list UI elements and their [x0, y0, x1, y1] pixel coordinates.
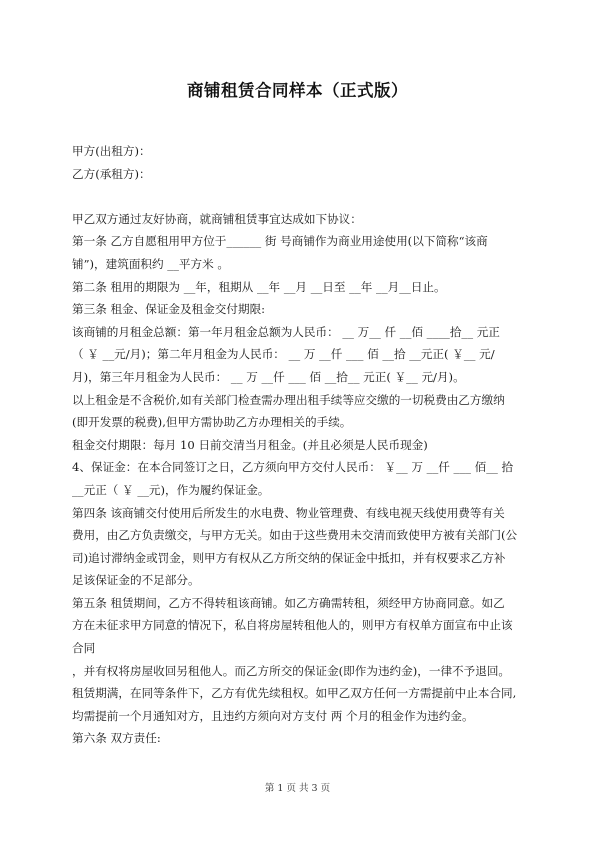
paragraph-line: 司)追讨滞纳金或罚金，则甲方有权从乙方所交纳的保证金中抵扣，并有权要求乙方补: [72, 550, 506, 565]
paragraph-line: 该商铺的月租金总额：第一年月租金总额为人民币： __ 万__ 仟 __佰 ____拾__ 元正: [72, 324, 500, 339]
paragraph-line: 第一条 乙方自愿租用甲方位于______ 街 号商铺作为商业用途使用(以下简称“该商: [72, 234, 488, 249]
paragraph-line: (即开发票的税费),但甲方需协助乙方办理相关的手续。: [72, 415, 352, 430]
document-body: [72, 140, 524, 750]
paragraph-line: 4、保证金：在本合同签订之日，乙方须向甲方交付人民币： ￥__ 万 __仟 ___ 佰__ 拾: [72, 460, 514, 475]
paragraph-line: __元正（ ￥ __元)，作为履约保证金。: [72, 482, 270, 497]
paragraph-line: 第三条 租金、保证金及租金交付期限:: [72, 302, 266, 317]
blank-spacer: [72, 185, 524, 208]
paragraph-line: 均需提前一个月通知对方，且违约方须向对方支付 两 个月的租金作为违约金。: [72, 708, 474, 723]
paragraph-line: 足该保证金的不足部分。: [72, 573, 200, 588]
paragraph-line: 第四条 该商铺交付使用后所发生的水电费、物业管理费、有线电视天线使用费等有关: [72, 505, 505, 520]
paragraph-line: 月)，第三年月租金为人民币： __ 万 __仟 ___ 佰 __拾__ 元正( ￥__ 元/月)。: [72, 369, 465, 384]
party-a-line: 甲方(出租方)：: [72, 144, 151, 158]
paragraph-line: 租赁期满，在同等条件下，乙方有优先续租权。如甲乙双方任何一方需提前中止本合同,: [72, 686, 517, 701]
paragraph-line: 甲乙双方通过友好协商，就商铺租赁事宜达成如下协议：: [72, 211, 362, 226]
paragraph-line: ，并有权将房屋收回另租他人。而乙方所交的保证金(即作为违约金)，一律不予退回。: [72, 663, 511, 678]
paragraph-line: 费用，由乙方负责缴交，与甲方无关。如由于这些费用未交清而致使甲方被有关部门(公: [72, 528, 518, 543]
party-b-line: 乙方(承租方)：: [72, 166, 151, 181]
paragraph-line: 以上租金是不含税价,如有关部门检查需办理出租手续等应交缴的一切税费由乙方缴纳: [72, 392, 505, 407]
paragraph-line: （ ￥ __元/月)；第二年月租金为人民币： __ 万 __仟 ___ 佰 __拾 __元正( ￥__ 元/: [72, 347, 495, 362]
paragraph-line: 第六条 双方责任:: [72, 731, 161, 746]
paragraph-line: 租金交付期限：每月 10 日前交清当月租金。(并且必须是人民币现金): [72, 437, 428, 452]
paragraph-line: 第五条 租赁期间，乙方不得转租该商铺。如乙方确需转租，须经甲方协商同意。如乙: [72, 595, 505, 610]
page-number: 第 1 页 共 3 页: [264, 783, 331, 794]
paragraph-line: 合同: [72, 641, 96, 656]
paragraph-line: 方在未征求甲方同意的情况下，私自将房屋转租他人的，则甲方有权单方面宣布中止该: [72, 618, 513, 633]
document-title: 商铺租赁合同样本（正式版）: [187, 81, 408, 100]
paragraph-line: 铺”)，建筑面积约 __平方米 。: [72, 256, 229, 271]
paragraph-line: 第二条 租用的期限为 __年，租期从 __年 __月 __日至 __年 __月__日止。: [72, 279, 446, 294]
